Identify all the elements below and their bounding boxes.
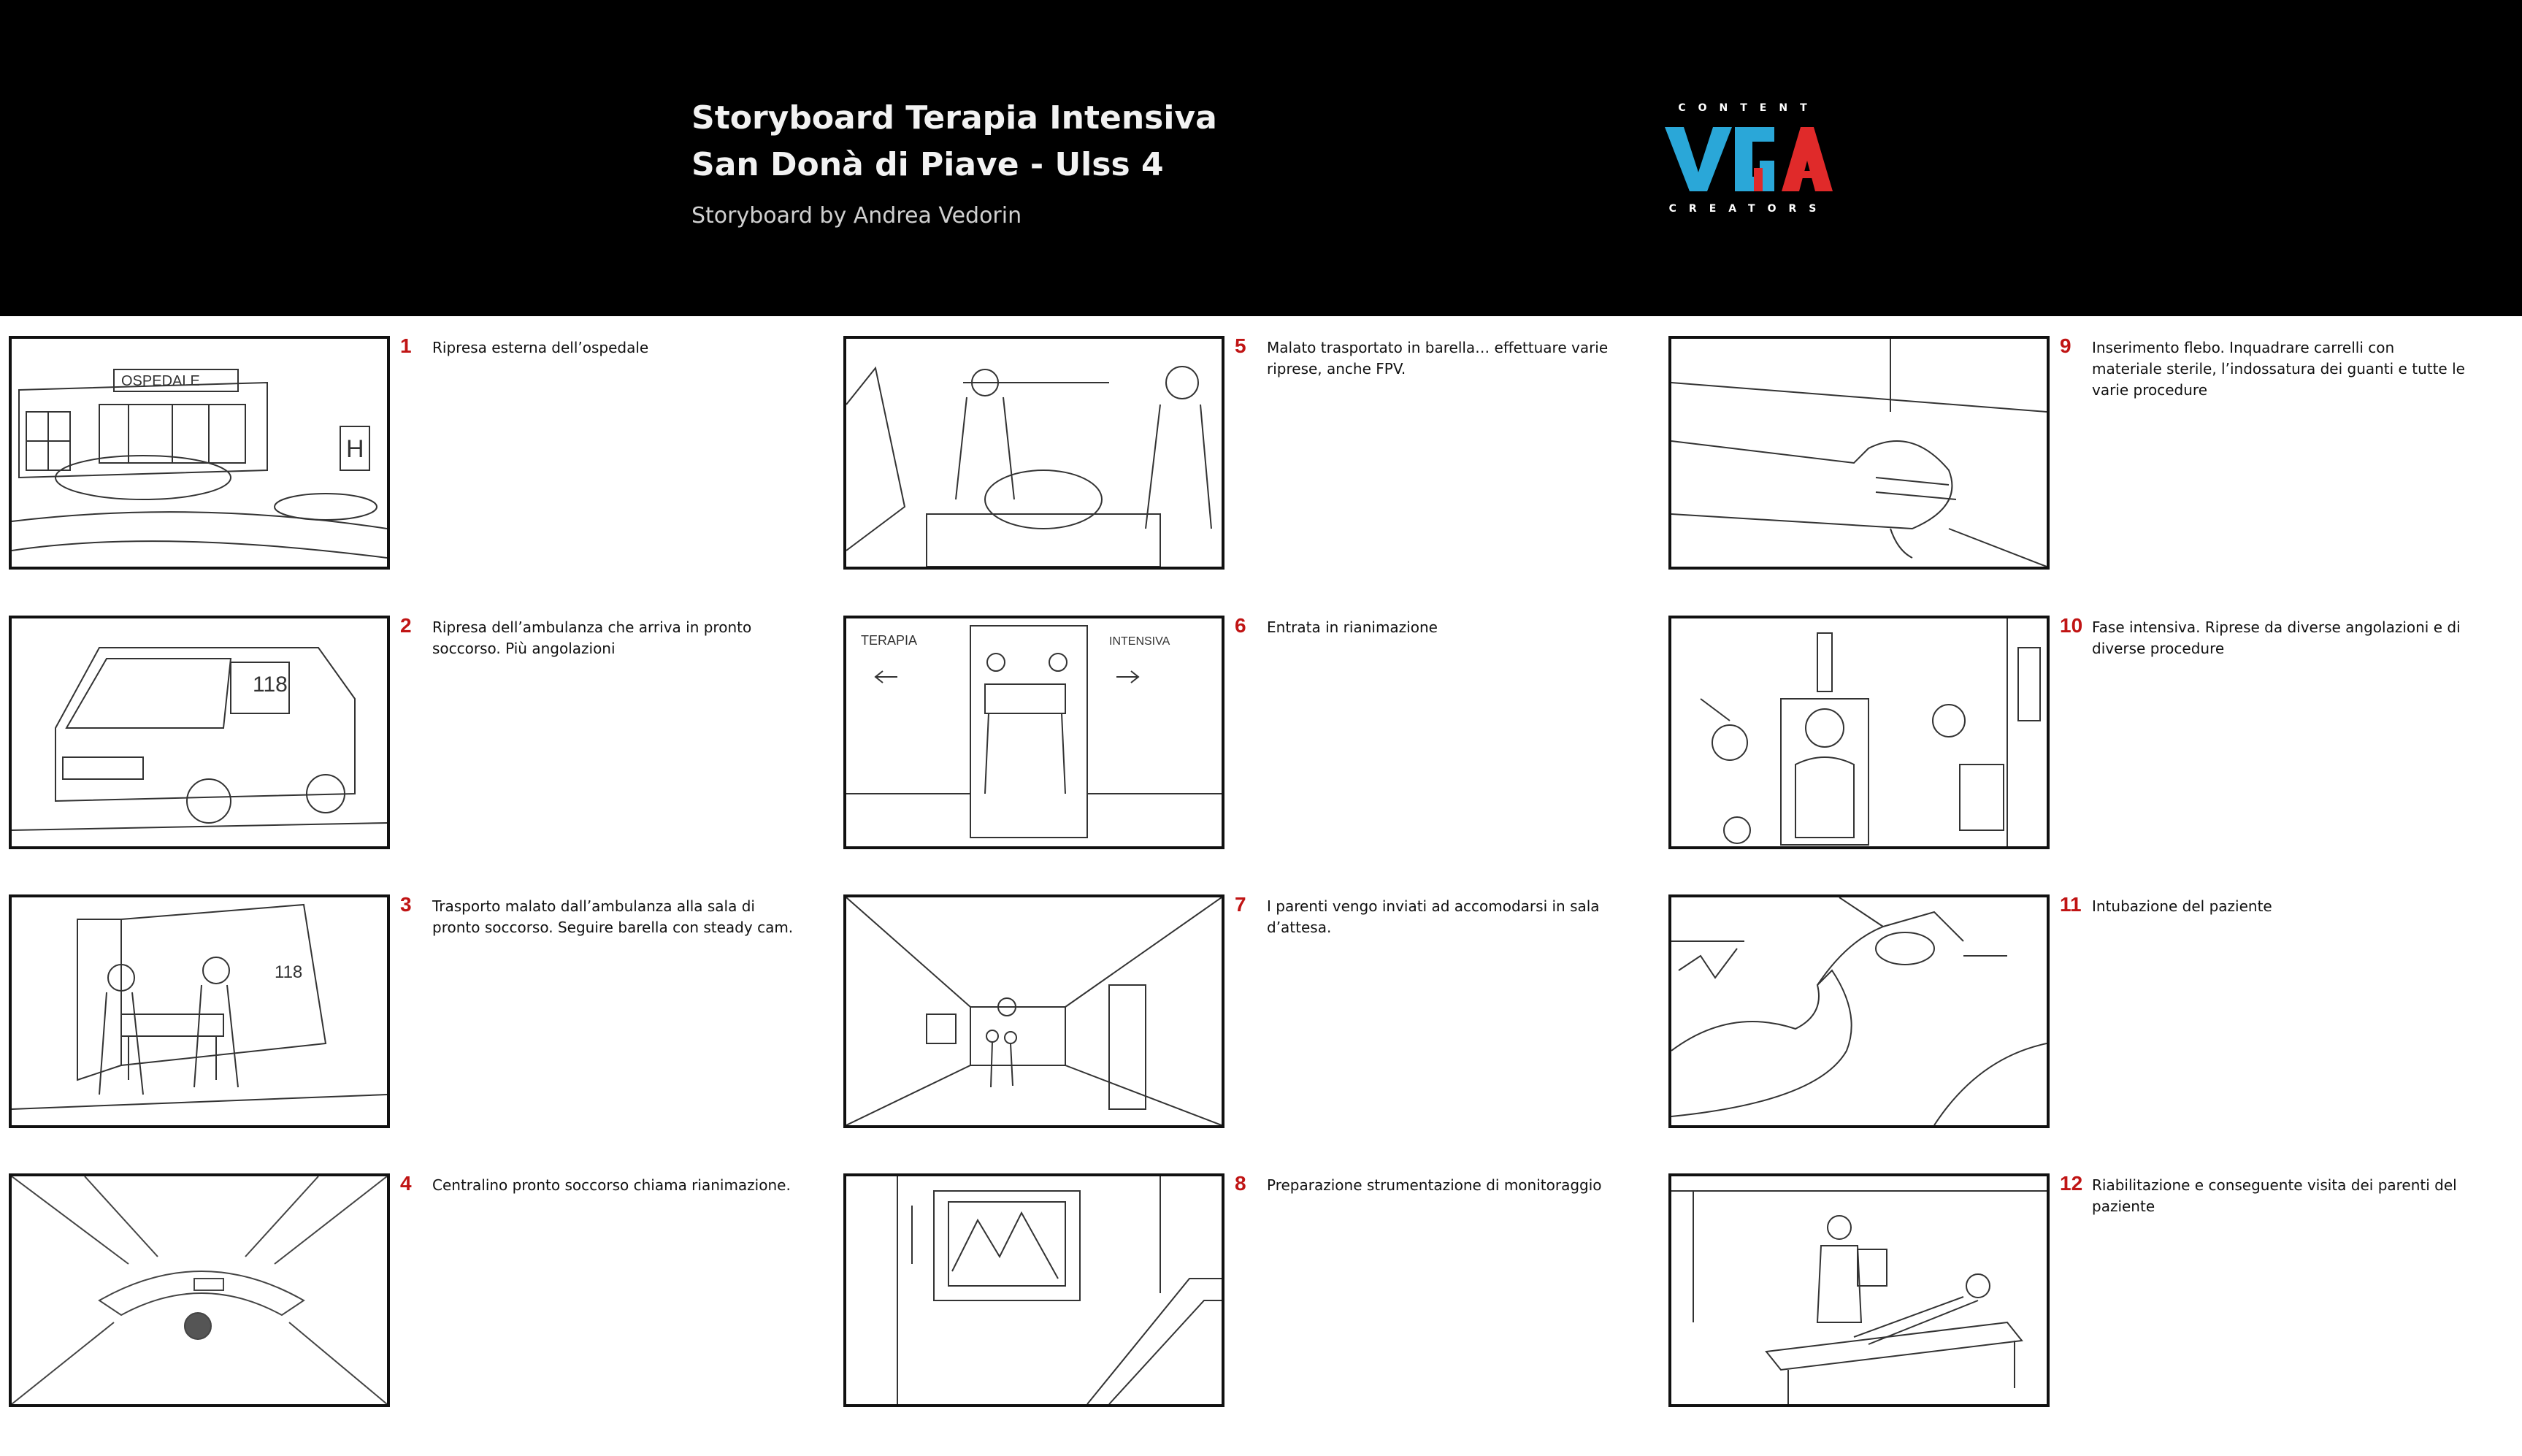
- icu-entrance-sketch: [846, 618, 1222, 846]
- ambulance-sketch: [12, 618, 387, 846]
- hospital-exterior-sketch: [12, 339, 387, 567]
- panel-8-sketch: [843, 1173, 1224, 1407]
- panel-3-description: Trasporto malato dall’ambulanza alla sala di pronto soccorso. Seguire barella con steady cam.: [432, 897, 794, 936]
- panel-5-description: Malato trasportato in barella… effettuare varie riprese, anche FPV.: [1267, 339, 1609, 378]
- storyboard-panel-1: [9, 336, 812, 577]
- panel-11-description: Intubazione del paziente: [2092, 897, 2272, 915]
- monitor-setup-sketch: [846, 1176, 1222, 1404]
- panel-1-sketch: [9, 336, 390, 570]
- panel-6-number: 6: [1235, 614, 1246, 637]
- author-byline: Storyboard by Andrea Vedorin: [691, 203, 1022, 229]
- logo-mark-icon: [1665, 124, 1833, 194]
- panel-12-number: 12: [2060, 1172, 2083, 1195]
- panel-12-description: Riabilitazione e conseguente visita dei parenti del paziente: [2092, 1176, 2457, 1215]
- panel-10-description: Fase intensiva. Riprese da diverse angolazioni e di diverse procedure: [2092, 618, 2461, 657]
- header-banner: [0, 0, 2522, 316]
- panel-7-sketch: [843, 894, 1224, 1128]
- storyboard-panel-11: [1668, 894, 2472, 1135]
- panel-1-number: 1: [400, 334, 412, 357]
- logo-bottom-text: CREATORS: [1668, 203, 1829, 215]
- storyboard-panel-3: [9, 894, 812, 1135]
- panel-5-sketch: [843, 336, 1224, 570]
- storyboard-panel-5: [843, 336, 1647, 577]
- storyboard-panel-10: [1668, 616, 2472, 857]
- storyboard-panel-4: [9, 1173, 812, 1414]
- panel-5-number: 5: [1235, 334, 1246, 357]
- panel-9-sketch: [1668, 336, 2050, 570]
- storyboard-panel-8: [843, 1173, 1647, 1414]
- title-line-2: San Donà di Piave - Ulss 4: [691, 146, 1164, 183]
- left-door-sign: TERAPIA: [861, 633, 918, 648]
- panel-2-number: 2: [400, 614, 412, 637]
- panel-8-number: 8: [1235, 1172, 1246, 1195]
- storyboard-panel-9: [1668, 336, 2472, 577]
- panel-4-sketch: [9, 1173, 390, 1407]
- panel-6-sketch: [843, 616, 1224, 849]
- intubation-sketch: [1671, 897, 2047, 1125]
- storyboard-panel-2: [9, 616, 812, 857]
- panel-8-description: Preparazione strumentazione di monitoraggio: [1267, 1176, 1602, 1194]
- panel-3-number: 3: [400, 893, 412, 916]
- panel-9-number: 9: [2060, 334, 2071, 357]
- waiting-room-corridor-sketch: [846, 897, 1222, 1125]
- panel-2-description: Ripresa dell’ambulanza che arriva in pronto soccorso. Più angolazioni: [432, 618, 752, 657]
- ambulance-side-number: 118: [275, 962, 303, 982]
- panel-11-sketch: [1668, 894, 2050, 1128]
- switchboard-sketch: [12, 1176, 387, 1404]
- storyboard-panel-6: [843, 616, 1647, 857]
- storyboard-panel-7: [843, 894, 1647, 1135]
- panel-4-number: 4: [400, 1172, 412, 1195]
- panel-7-number: 7: [1235, 893, 1246, 916]
- stretcher-transfer-sketch: [12, 897, 387, 1125]
- panel-4-description: Centralino pronto soccorso chiama rianimazione.: [432, 1176, 791, 1194]
- panel-1-description: Ripresa esterna dell’ospedale: [432, 339, 649, 356]
- panel-10-number: 10: [2060, 614, 2083, 637]
- intensive-care-overhead-sketch: [1671, 618, 2047, 846]
- panel-3-sketch: [9, 894, 390, 1128]
- stretcher-corridor-sketch: [846, 339, 1222, 567]
- title-line-1: Storyboard Terapia Intensiva: [691, 99, 1217, 137]
- hospital-sign-text: OSPEDALE: [121, 373, 200, 389]
- logo-top-text: CONTENT: [1678, 102, 1820, 114]
- panel-7-description: I parenti vengo inviati ad accomodarsi in sala d’attesa.: [1267, 897, 1600, 936]
- h-sign-text: H: [346, 435, 364, 463]
- document-title: [691, 95, 1217, 188]
- right-door-sign: INTENSIVA: [1109, 635, 1170, 648]
- ambulance-number-text: 118: [253, 673, 288, 697]
- panel-10-sketch: [1668, 616, 2050, 849]
- panel-12-sketch: [1668, 1173, 2050, 1407]
- storyboard-panel-12: [1668, 1173, 2472, 1414]
- rehabilitation-visit-sketch: [1671, 1176, 2047, 1404]
- panel-11-number: 11: [2060, 893, 2082, 916]
- iv-insertion-sketch: [1671, 339, 2047, 567]
- vga-logo: [1665, 102, 1833, 219]
- panel-2-sketch: [9, 616, 390, 849]
- panel-9-description: Inserimento flebo. Inquadrare carrelli con materiale sterile, l’indossatura dei guanti e tutte le varie procedure: [2092, 339, 2465, 399]
- panel-6-description: Entrata in rianimazione: [1267, 618, 1438, 636]
